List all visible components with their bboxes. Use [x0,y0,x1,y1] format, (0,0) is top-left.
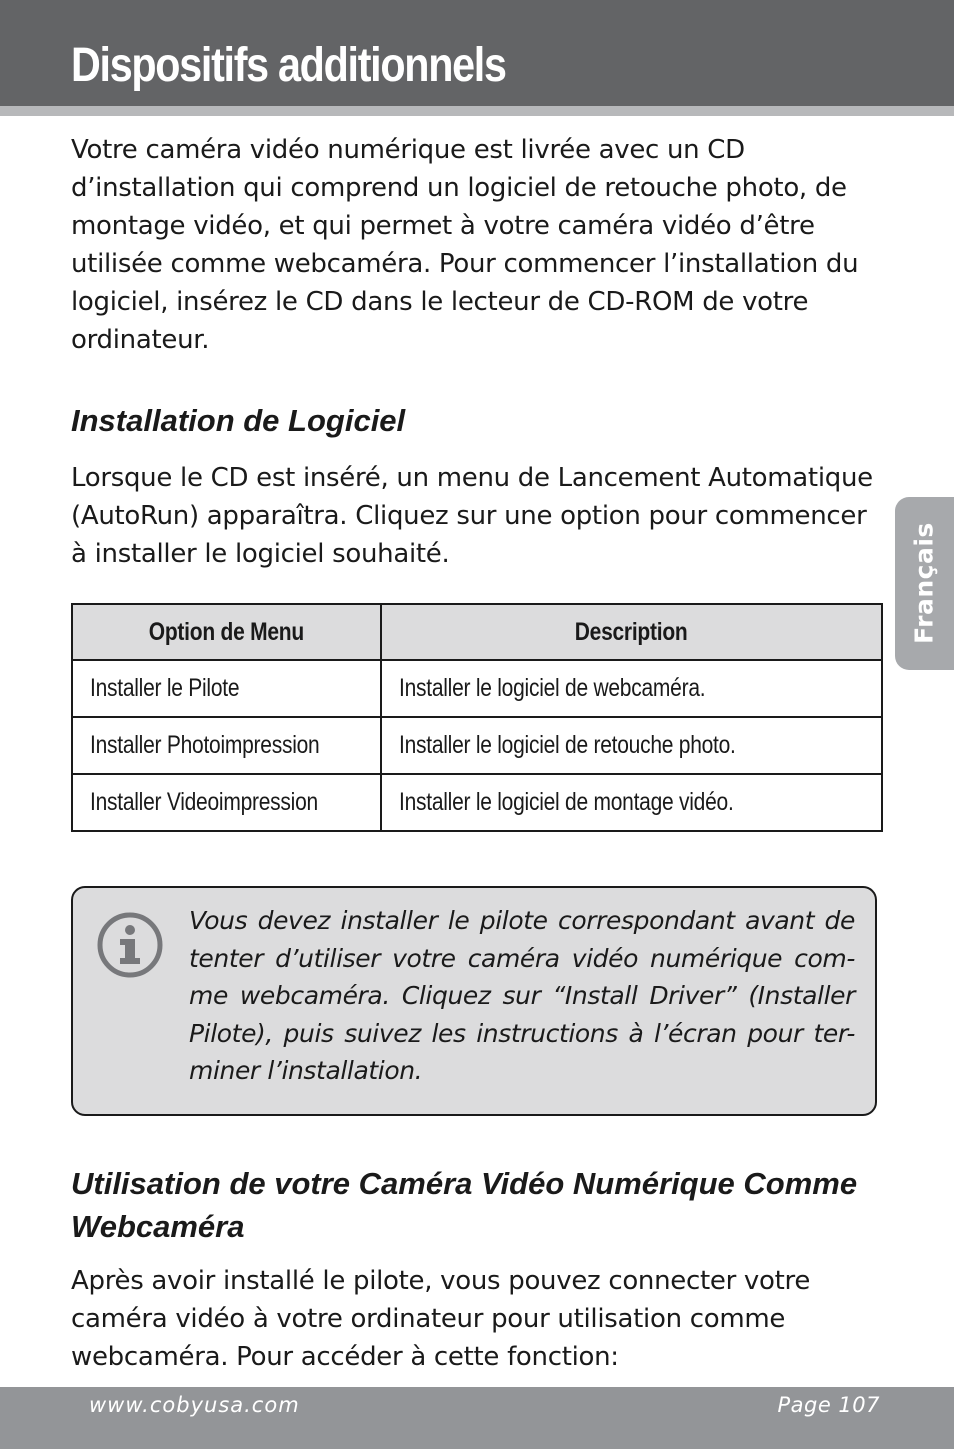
info-note-box [71,886,877,1116]
table-header-row [72,604,882,660]
intro-paragraph: Votre caméra vidéo numérique est livrée avec un CD d’installation qui comprend un logiciel de retouche photo, de montage vidéo, et qui permet à votre caméra vidéo d’être utilisée comme webcaméra. Pour commencer l’installation du logiciel, insérez le CD dans le lecteur de CD-ROM de votre ordinateur. [71,135,859,355]
installation-paragraph: Lorsque le CD est inséré, un menu de Lancement Automatique (AutoRun) apparaîtra. Cliquez sur une option pour commencer à installer le logiciel souhaité. [71,463,873,569]
webcam-paragraph: Après avoir installé le pilote, vous pouvez connecter votre caméra vidéo à votre ordinateur pour utilisation comme webcaméra. Pour accéder à cette fonction: [71,1266,811,1372]
language-tab-label: Français [909,522,939,644]
header-stripe [0,106,954,116]
section-heading-webcam: Utilisation de votre Caméra Vidéo Numérique Comme Webcaméra [71,1166,858,1244]
table-row [72,717,882,774]
page-title: Dispositifs additionnels [71,39,506,92]
table-cell-option: Installer le Pilote [72,660,381,717]
section-heading-installation: Installation de Logiciel [71,403,406,438]
table-cell-description: Installer le logiciel de montage vidéo. [381,774,882,831]
menu-options-table [71,603,883,832]
column-header-description: Description [381,604,882,660]
note-text: Vous devez installer le pilote correspondant avant de tenter d’utiliser votre caméra vidéo numérique com-me webcaméra. Cliquez sur “Install Driver” (Installer Pilote), puis suivez les instructions à l’écran pour ter-miner l’installation. [189,906,855,1085]
table-row [72,660,882,717]
table-row [72,774,882,831]
info-icon [97,912,163,978]
table-cell-description: Installer le logiciel de retouche photo. [381,717,882,774]
column-header-option: Option de Menu [72,604,381,660]
table-cell-option: Installer Videoimpression [72,774,381,831]
language-tab [895,497,954,670]
page-header [0,0,954,106]
table-cell-option: Installer Photoimpression [72,717,381,774]
footer-url: www.cobyusa.com [89,1393,300,1417]
table-cell-description: Installer le logiciel de webcaméra. [381,660,882,717]
page-number: Page 107 [777,1393,880,1417]
